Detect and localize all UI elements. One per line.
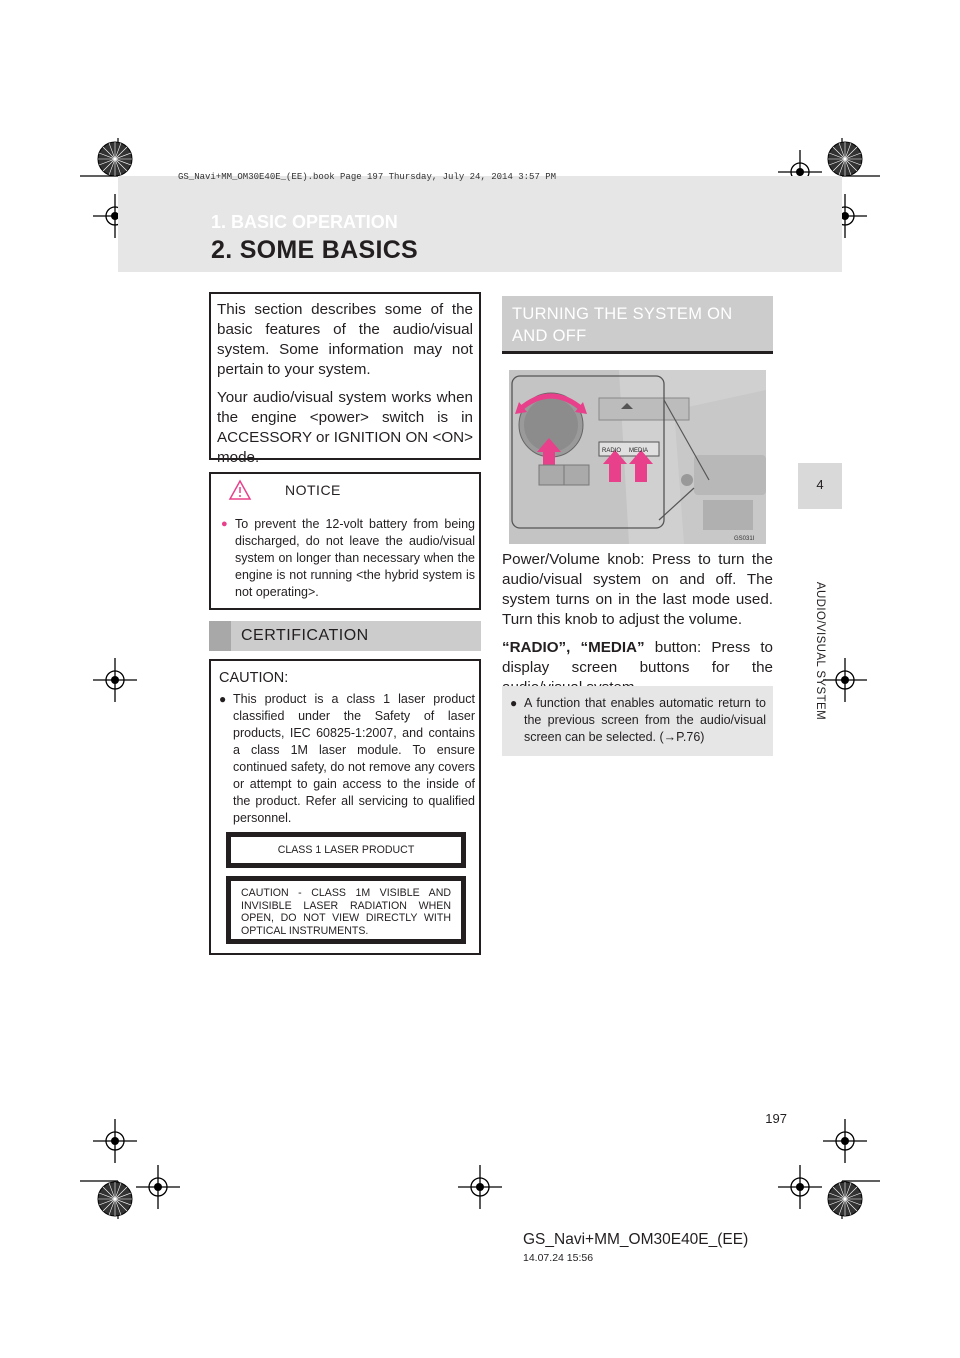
notice-box — [209, 472, 481, 610]
tip-text: A function that enables automatic return to the previous screen from the audio/visual screen can be selected. ( — [524, 696, 766, 744]
notice-text: To prevent the 12-volt battery from being discharged, do not leave the audio/visual system on longer than necessary when the engine is not running <the hybrid system is not operating>. — [235, 517, 475, 599]
chapter-label: AUDIO/VISUAL SYSTEM — [813, 581, 826, 721]
buttons-label: “RADIO”, “MEDIA” — [502, 639, 645, 656]
document-date: 14.07.24 15:56 — [523, 1252, 594, 1264]
book-stamp: GS_Navi+MM_OM30E40E_(EE).book Page 197 Thursday, July 24, 2014 3:57 PM — [178, 172, 557, 182]
certification-heading — [209, 621, 481, 651]
heading-line-1: TURNING THE SYSTEM ON — [512, 305, 733, 323]
chapter-number: 4 — [816, 477, 824, 492]
caution-text: This product is a class 1 laser product classified under the Safety of laser products, IEC 60825-1:2007, and contains a class 1M laser module. To ensure continued safety, do not remove any covers or attempt to gain access to the inside of the product. Refer all servicing to qualified personnel. — [233, 692, 475, 825]
panel-label-media: MEDIA — [629, 448, 649, 454]
bullet-icon: ● — [510, 696, 518, 710]
turning-on-heading-label — [512, 303, 733, 347]
document-code: GS_Navi+MM_OM30E40E_(EE) — [523, 1231, 749, 1248]
page-number: 197 — [765, 1111, 787, 1126]
bullet-icon: ● — [219, 692, 227, 706]
page-title: 2. SOME BASICS — [211, 236, 419, 264]
intro-paragraph: This section describes some of the basic features of the audio/visual system. Some information may not pertain to your system. — [217, 301, 473, 378]
intro-paragraph: Your audio/visual system works when the engine <power> switch is in ACCESSORY or IGNITION ON <ON> mode. — [217, 389, 473, 466]
turning-on-heading — [502, 296, 773, 354]
notice-item — [221, 516, 475, 601]
tip-page-ref[interactable]: P.76) — [676, 730, 705, 744]
warning-icon — [228, 479, 252, 501]
intro-box — [209, 292, 481, 466]
console-illustration — [509, 370, 766, 544]
right-arrow-icon: → — [663, 730, 677, 744]
heading-line-2: AND OFF — [512, 327, 587, 345]
caution-item — [219, 691, 475, 827]
laser-label-class1 — [226, 832, 466, 868]
tip-item — [510, 695, 766, 746]
tip-content — [524, 695, 766, 746]
chapter-label-vertical — [812, 520, 827, 782]
buttons-description: button: Press to display screen buttons for the — [502, 639, 774, 676]
turning-on-text — [502, 550, 773, 706]
laser-label-class1m — [226, 876, 466, 944]
tip-box — [502, 686, 773, 756]
section-title: 1. BASIC OPERATION — [211, 212, 398, 232]
heading-marker — [209, 621, 231, 651]
notice-title: NOTICE — [285, 482, 341, 498]
image-code: GS031I — [734, 536, 755, 542]
laser-label-class1m-text: CAUTION - CLASS 1M VISIBLE AND INVISIBLE LASER RADIATION WHEN OPEN, DO NOT VIEW DIRECTLY WITH OPTICAL INSTRUMENTS. — [241, 887, 451, 937]
caution-box — [209, 659, 481, 955]
caution-title: CAUTION: — [219, 670, 289, 686]
panel-label-radio: RADIO — [602, 448, 622, 454]
console-drawing — [509, 370, 766, 544]
certification-heading-label: CERTIFICATION — [241, 627, 369, 644]
bullet-icon: ● — [221, 518, 228, 530]
knob-paragraph: Power/Volume knob: Press to turn the audio/visual system on and off. The system turns on in the last mode used. Turn this knob to adjust the volume. — [502, 551, 773, 628]
laser-label-class1-text: CLASS 1 LASER PRODUCT — [277, 843, 415, 856]
